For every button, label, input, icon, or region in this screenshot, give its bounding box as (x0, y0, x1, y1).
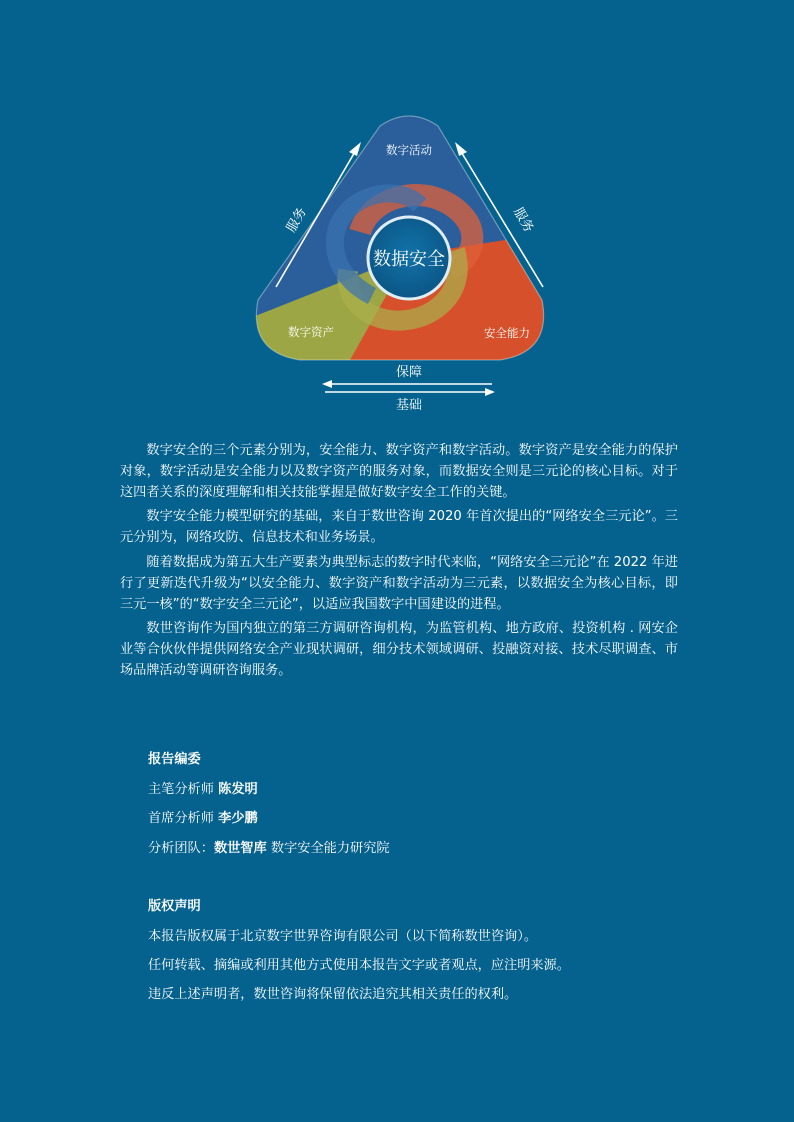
senior-analyst (148, 807, 258, 826)
label-service-left: 服务 (283, 205, 310, 236)
bottom-right-arrow-head-icon (485, 388, 495, 396)
security-triad-diagram (0, 0, 794, 430)
analysis-team-brand: 数世智库 (213, 841, 267, 856)
copyright-line: 违反上述声明者，数世咨询将保留依法追究其相关责任的权利。 (148, 987, 518, 1002)
label-security-capability: 安全能力 (484, 326, 530, 340)
senior-analyst-role: 首席分析师 (148, 811, 214, 826)
paragraph-3: 随着数据成为第五大生产要素为典型标志的数字时代来临，“网络安全三元论”在 2022 年进行了更新迭代升级为“以安全能力、数字资产和数字活动为三元素，以数据安全为核心目标，即三元一核”的“数字安全三元论”，以适应我国数字中国建设的进程。 (120, 555, 678, 612)
label-data-security: 数据安全 (373, 249, 445, 270)
right-arrow-head-icon (455, 142, 467, 156)
analysis-team-role: 分析团队： (148, 841, 214, 856)
paragraph-4: 数世咨询作为国内独立的第三方调研咨询机构，为监管机构、地方政府、投资机构 . 网安企业等合伙伙伴提供网络安全产业现状调研，细分技术领域调研、投融资对接、技术尽职调查、市场品牌活动等调研咨询服务。 (120, 621, 678, 678)
senior-analyst-name: 李少鹏 (218, 811, 258, 826)
analysis-team-name: 数字安全能力研究院 (270, 841, 390, 856)
copyright-heading: 版权声明 (148, 899, 201, 914)
paragraph-2: 数字安全能力模型研究的基础，来自于数世咨询 2020 年首次提出的“网络安全三元论”。三元分别为，网络攻防、信息技术和业务场景。 (120, 509, 678, 545)
chief-analyst-name: 陈发明 (218, 782, 258, 797)
analysis-team (148, 837, 390, 856)
chief-analyst (148, 778, 258, 797)
left-arrow-head-icon (349, 142, 361, 156)
bottom-left-arrow-head-icon (322, 380, 332, 388)
label-service-right: 服务 (510, 205, 537, 236)
chief-analyst-role: 主笔分析师 (148, 782, 214, 797)
copyright-line: 本报告版权属于北京数字世界咨询有限公司（以下简称数世咨询）。 (148, 929, 538, 944)
label-digital-activity: 数字活动 (386, 143, 432, 157)
label-digital-asset: 数字资产 (288, 325, 334, 339)
editorial-heading: 报告编委 (148, 752, 201, 767)
label-foundation: 基础 (395, 398, 423, 413)
copyright-line: 任何转载、摘编或利用其他方式使用本报告文字或者观点，应注明来源。 (148, 958, 570, 973)
paragraph-1: 数字安全的三个元素分别为，安全能力、数字资产和数字活动。数字资产是安全能力的保护对象，数字活动是安全能力以及数字资产的服务对象，而数据安全则是三元论的核心目标。对于这四者关系的深度理解和相关技能掌握是做好数字安全工作的关键。 (120, 443, 678, 500)
label-guarantee: 保障 (395, 365, 423, 380)
